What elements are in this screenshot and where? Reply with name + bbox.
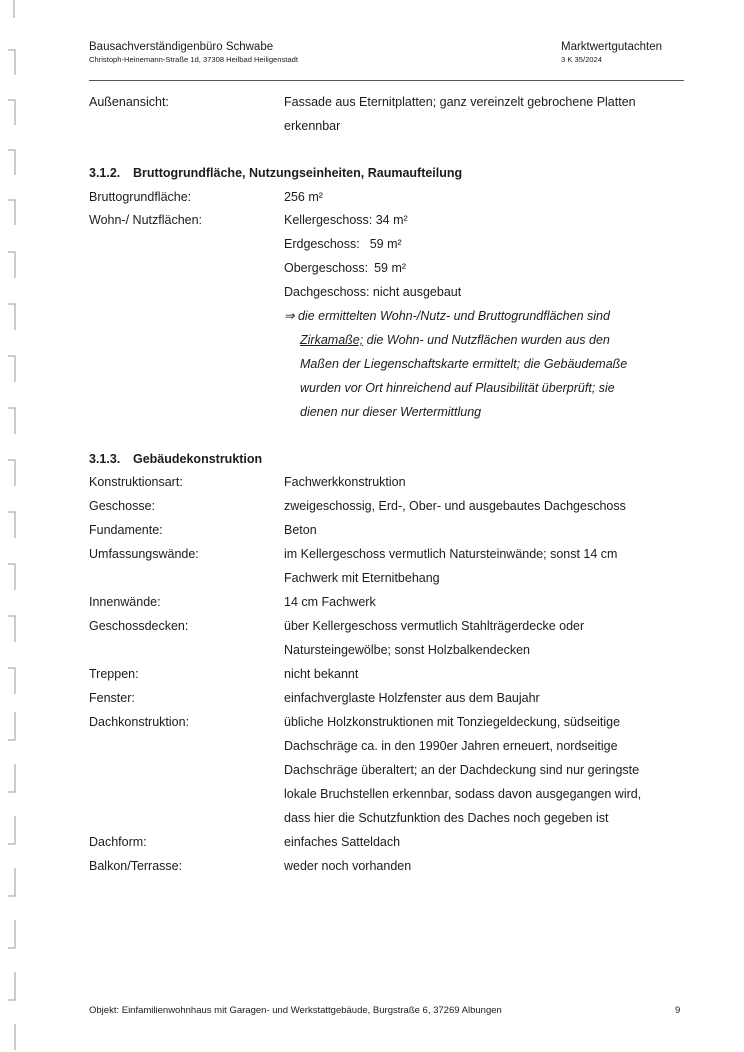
basement-area: Kellergeschoss: 34 m² — [284, 213, 408, 227]
exterior-label: Außenansicht: — [89, 95, 169, 109]
row-value: zweigeschossig, Erd-, Ober- und ausgebautes Dachgeschoss — [284, 499, 626, 513]
foundation-row — [89, 518, 679, 542]
row-label: Treppen: — [89, 667, 139, 681]
row-label: Fenster: — [89, 691, 135, 705]
upper-floor-value: 59 m² — [374, 261, 407, 275]
row-value-line: übliche Holzkonstruktionen mit Tonziegeldeckung, südseitige — [284, 715, 621, 729]
document-type: Marktwertgutachten — [561, 41, 662, 53]
section-title: Gebäudekonstruktion — [133, 452, 263, 466]
row-label: Umfassungswände: — [89, 547, 199, 561]
row-label: Geschosse: — [89, 499, 156, 513]
reference-number: 3 K 35/2024 — [561, 55, 602, 64]
row-value: einfachverglaste Holzfenster aus dem Baujahr — [284, 691, 540, 705]
exterior-walls-row — [89, 542, 679, 590]
area-note-line-4: wurden vor Ort hinreichend auf Plausibilität überprüft; sie — [300, 381, 615, 395]
upper-floor-area — [284, 256, 679, 280]
area-note-line-5: dienen nur dieser Wertermittlung — [300, 405, 482, 419]
page-header — [89, 40, 684, 81]
row-label: Dachform: — [89, 835, 147, 849]
ground-floor-value: 59 m² — [369, 237, 402, 251]
row-value-line: Dachschräge ca. in den 1990er Jahren erneuert, nordseitige — [284, 739, 618, 753]
ceilings-row — [89, 614, 679, 662]
section-number: 3.1.2. — [89, 166, 121, 180]
row-value-line: Fachwerk mit Eternitbehang — [284, 571, 440, 585]
area-note-text-2: die Wohn- und Nutzflächen wurden aus den — [363, 333, 610, 347]
row-label: Balkon/Terrasse: — [89, 859, 183, 873]
usable-area-values — [284, 208, 679, 424]
row-value-line: Natursteingewölbe; sonst Holzbalkendecken — [284, 643, 530, 657]
row-label: Geschossdecken: — [89, 619, 189, 633]
section-number: 3.1.3. — [89, 452, 121, 466]
construction-rows — [89, 470, 679, 878]
section-heading-3-1-3 — [89, 447, 262, 471]
row-label: Fundamente: — [89, 523, 163, 537]
attic-area: Dachgeschoss: nicht ausgebaut — [284, 285, 462, 299]
row-value-line: über Kellergeschoss vermutlich Stahlträgerdecke oder — [284, 619, 585, 633]
exterior-line-1: Fassade aus Eternitplatten; ganz vereinzelt gebrochene Platten — [284, 95, 636, 109]
page-number: 9 — [675, 1005, 681, 1016]
section-heading-3-1-2 — [89, 161, 462, 185]
arrow-icon: ⇒ — [284, 309, 295, 323]
windows-row — [89, 686, 679, 710]
ground-floor-name: Erdgeschoss: — [284, 237, 360, 251]
floors-row — [89, 494, 679, 518]
row-value-line: dass hier die Schutzfunktion des Daches noch gegeben ist — [284, 811, 609, 825]
upper-floor-name: Obergeschoss: — [284, 261, 369, 275]
construction-type-row — [89, 470, 679, 494]
company-address: Christoph-Heinemann-Straße 1d, 37308 Heilbad Heiligenstadt — [89, 55, 298, 64]
row-value: Fachwerkkonstruktion — [284, 475, 406, 489]
area-note-text-1: die ermittelten Wohn-/Nutz- und Bruttogrundflächen sind — [297, 309, 610, 323]
row-label: Konstruktionsart: — [89, 475, 183, 489]
roof-construction-row — [89, 710, 679, 830]
row-label: Dachkonstruktion: — [89, 715, 190, 729]
row-value: Beton — [284, 523, 317, 537]
binder-holes-decoration — [0, 0, 24, 1052]
section-title: Bruttogrundfläche, Nutzungseinheiten, Raumaufteilung — [133, 166, 463, 180]
footer-object: Objekt: Einfamilienwohnhaus mit Garagen- und Werkstattgebäude, Burgstraße 6, 37269 Albungen — [89, 1005, 502, 1016]
row-value-line: im Kellergeschoss vermutlich Natursteinwände; sonst 14 cm — [284, 547, 618, 561]
circa-dimensions-underlined: Zirkamaße; — [300, 333, 364, 347]
usable-area-label: Wohn-/ Nutzflächen: — [89, 213, 203, 227]
area-note-line-3: Maßen der Liegenschaftskarte ermittelt; die Gebäudemaße — [300, 357, 628, 371]
stairs-row — [89, 662, 679, 686]
header-right — [561, 40, 662, 66]
area-note-line-1 — [284, 304, 679, 328]
exterior-value — [284, 90, 679, 138]
ground-floor-area — [284, 232, 679, 256]
balcony-row — [89, 854, 679, 878]
header-left — [89, 40, 298, 66]
row-value: weder noch vorhanden — [284, 859, 412, 873]
row-value-line: Dachschräge überaltert; an der Dachdeckung sind nur geringste — [284, 763, 640, 777]
company-name: Bausachverständigenbüro Schwabe — [89, 41, 274, 53]
gross-area-label: Bruttogrundfläche: — [89, 190, 192, 204]
gross-area-value: 256 m² — [284, 190, 323, 204]
row-label: Innenwände: — [89, 595, 161, 609]
row-value-line: lokale Bruchstellen erkennbar, sodass davon ausgegangen wird, — [284, 787, 642, 801]
interior-walls-row — [89, 590, 679, 614]
row-value: 14 cm Fachwerk — [284, 595, 376, 609]
exterior-line-2: erkennbar — [284, 119, 341, 133]
roof-shape-row — [89, 830, 679, 854]
gross-area-value-box — [284, 185, 679, 209]
row-value: nicht bekannt — [284, 667, 359, 681]
area-note-line-2 — [284, 328, 679, 352]
row-value: einfaches Satteldach — [284, 835, 401, 849]
